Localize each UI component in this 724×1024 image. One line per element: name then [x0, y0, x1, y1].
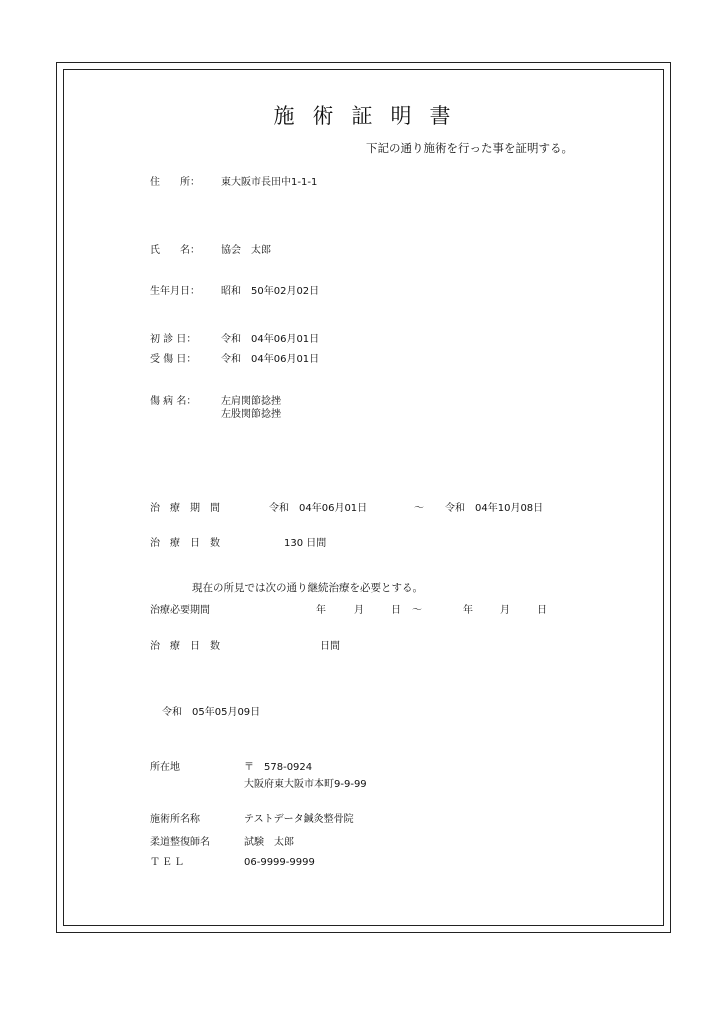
first-visit-label: 初 診 日：	[150, 334, 197, 345]
injury-date-label: 受 傷 日：	[150, 354, 197, 365]
practitioner-value: 試験 太郎	[244, 837, 294, 848]
address-label: 住 所：	[150, 177, 200, 188]
document-title: 施術証明書	[273, 104, 469, 128]
required-period-label: 治療必要期間	[150, 605, 210, 616]
diagnosis-1: 左肩関節捻挫	[221, 396, 281, 407]
required-period-year-1: 年	[316, 605, 326, 616]
clinic-address: 大阪府東大阪市本町9-9-99	[244, 779, 367, 790]
required-period-day-2: 日	[537, 605, 547, 616]
name-label: 氏 名：	[150, 245, 200, 256]
required-period-day-1: 日	[391, 605, 401, 616]
required-period-month-2: 月	[500, 605, 510, 616]
tel-label: ＴＥＬ	[150, 857, 186, 868]
address-value: 東大阪市長田中1-1-1	[221, 177, 318, 188]
birth-date-value: 昭和 50年02月02日	[221, 286, 320, 297]
certification-statement: 下記の通り施術を行った事を証明する。	[366, 141, 573, 155]
treatment-period-end: 令和 04年10月08日	[445, 503, 544, 514]
treatment-days-value: 130 日間	[284, 538, 327, 549]
treatment-period-tilde: ～	[414, 503, 424, 514]
inner-border	[63, 69, 664, 926]
name-value: 協会 太郎	[221, 245, 271, 256]
continued-treatment-note: 現在の所見では次の通り継続治療を必要とする。	[192, 582, 423, 594]
issue-date: 令和 05年05月09日	[162, 707, 261, 718]
required-days-unit: 日間	[320, 641, 340, 652]
diagnosis-label: 傷 病 名：	[150, 396, 197, 407]
first-visit-value: 令和 04年06月01日	[221, 334, 320, 345]
clinic-name-label: 施術所名称	[150, 814, 200, 825]
clinic-location-label: 所在地	[150, 762, 180, 773]
treatment-days-label: 治 療 日 数	[150, 538, 220, 549]
clinic-name-value: テストデータ鍼灸整骨院	[244, 814, 354, 825]
injury-date-value: 令和 04年06月01日	[221, 354, 320, 365]
required-period-month-1: 月	[354, 605, 364, 616]
required-period-year-2: 年	[463, 605, 473, 616]
treatment-period-start: 令和 04年06月01日	[269, 503, 368, 514]
tel-value: 06-9999-9999	[244, 857, 315, 868]
birth-date-label: 生年月日：	[150, 286, 200, 297]
practitioner-label: 柔道整復師名	[150, 837, 210, 848]
clinic-postal-code: 〒 578-0924	[244, 762, 313, 773]
treatment-period-label: 治 療 期 間	[150, 503, 220, 514]
required-period-tilde: ～	[412, 605, 422, 616]
required-days-label: 治 療 日 数	[150, 641, 220, 652]
diagnosis-2: 左股関節捻挫	[221, 409, 281, 420]
